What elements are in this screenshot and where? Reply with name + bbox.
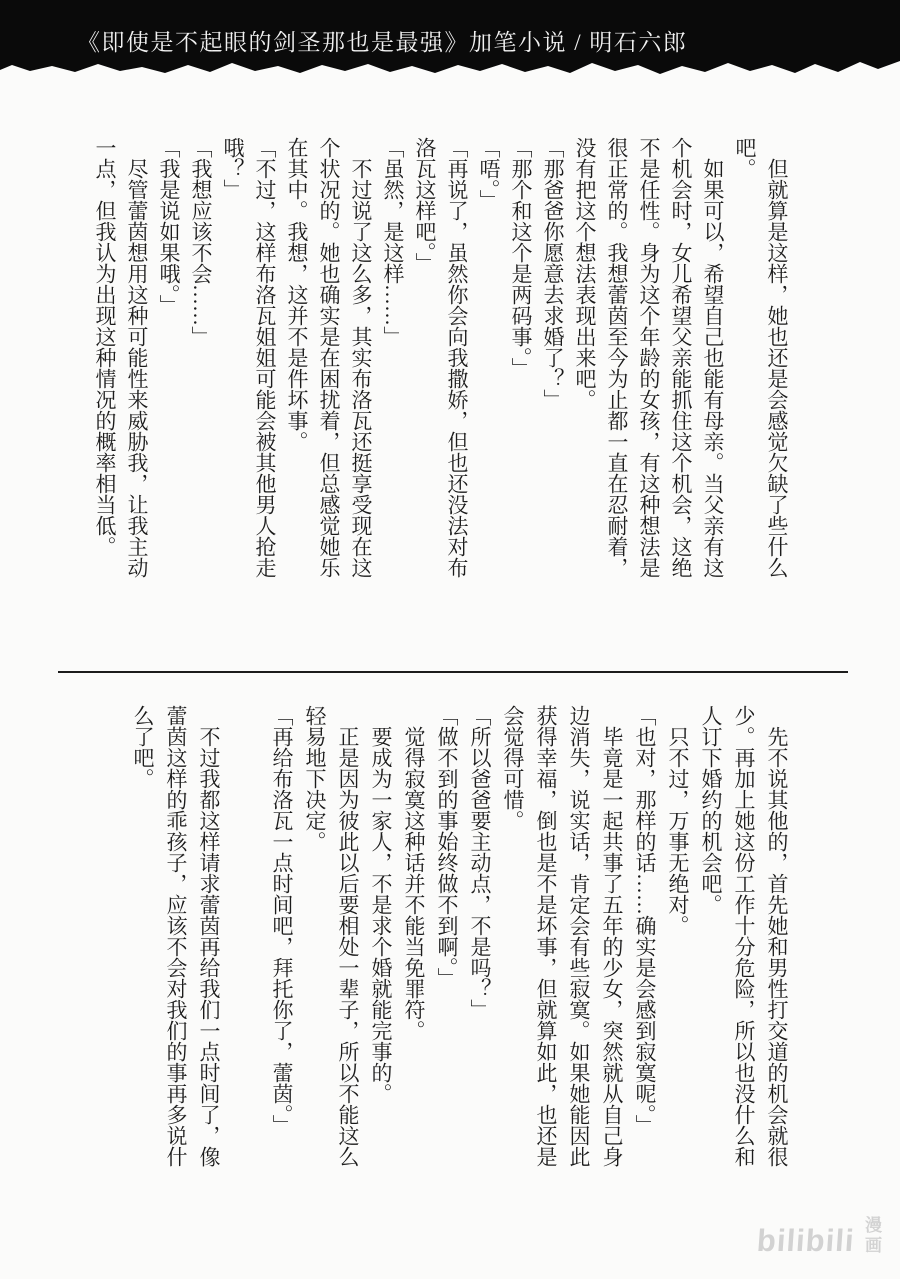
narration-paragraph: 要成为一家人，不是求个婚就能完事的。 xyxy=(369,726,393,1104)
narration-paragraph: 觉得寂寞这种话并不能当免罪符。 xyxy=(402,726,426,1041)
dialogue-paragraph: 「再说了，虽然你会向我撒娇，但也还没法对布洛瓦这样吧。」 xyxy=(413,137,469,578)
narration-paragraph: 如果可以，希望自己也能有母亲。当父亲有这个机会时，女儿希望父亲能抓住这个机会，这绝不是任性。身为这个年龄的女孩，有这种想法是很正常的。我想蕾茵至今为止都一直在忍耐着，没有把这个想法表现出来吧。 xyxy=(573,137,725,578)
dialogue-paragraph: 「也对，那样的话……确实是会感到寂寞呢。」 xyxy=(633,705,657,1136)
bilibili-manga-label: 漫画 xyxy=(861,1216,881,1256)
dialogue-paragraph: 「虽然，是这样……」 xyxy=(381,137,405,347)
narration-paragraph: 不过说了这么多，其实布洛瓦还挺享受现在这个状况的。她也确实是在困扰着，但总感觉她乐在其中。我想，这并不是件坏事。 xyxy=(285,137,373,578)
dialogue-paragraph: 「做不到的事始终做不到啊。」 xyxy=(435,705,459,989)
dialogue-paragraph: 「我想应该不会……」 xyxy=(189,137,213,347)
dialogue-paragraph: 「所以爸爸要主动点，不是吗？」 xyxy=(468,705,492,1020)
narration-paragraph: 但就算是这样，她也还是会感觉欠缺了些什么吧。 xyxy=(733,137,789,578)
bilibili-watermark xyxy=(757,1216,881,1256)
dialogue-paragraph: 「那个和这个是两码事。」 xyxy=(509,137,533,379)
dialogue-paragraph: 「不过，这样布洛瓦姐姐可能会被其他男人抢走哦？」 xyxy=(221,137,277,578)
novel-text-bottom-section xyxy=(126,705,793,1170)
bilibili-logo: bilibili xyxy=(755,1223,856,1258)
dialogue-paragraph: 「再给布洛瓦一点时间吧，拜托你了，蕾茵。」 xyxy=(270,705,294,1136)
page-title: 《即使是不起眼的剑圣那也是最强》加笔小说 / 明石六郎 xyxy=(77,30,688,55)
narration-paragraph: 正是因为彼此以后要相处一辈子，所以不能这么轻易地下决定。 xyxy=(303,705,360,1167)
dialogue-paragraph: 「唔。」 xyxy=(477,137,501,211)
narration-paragraph: 尽管蕾茵想用这种可能性来威胁我，让我主动一点，但我认为出现这种情况的概率相当低。 xyxy=(93,137,149,578)
narration-paragraph: 毕竟是一起共事了五年的少女，突然就从自己身边消失，说实话，肯定会有些寂寞。如果她能因此获得幸福，倒也是不是坏事，但就算如此，也还是会觉得可惜。 xyxy=(501,705,624,1167)
section-divider xyxy=(58,671,848,673)
dialogue-paragraph: 「我是说如果哦。」 xyxy=(157,137,181,316)
novel-text-top-section xyxy=(89,137,793,581)
narration-paragraph: 不过我都这样请求蕾茵再给我们一点时间了，像蕾茵这样的乖孩子，应该不会对我们的事再多说什么了吧。 xyxy=(131,705,221,1167)
title-band xyxy=(0,0,900,80)
dialogue-paragraph: 「那爸爸你愿意去求婚了？」 xyxy=(541,137,565,410)
narration-paragraph: 只不过，万事无绝对。 xyxy=(666,726,690,936)
narration-paragraph: 先不说其他的，首先她和男性打交道的机会就很少。再加上她这份工作十分危险，所以也没什么和人订下婚约的机会吧。 xyxy=(699,705,789,1167)
